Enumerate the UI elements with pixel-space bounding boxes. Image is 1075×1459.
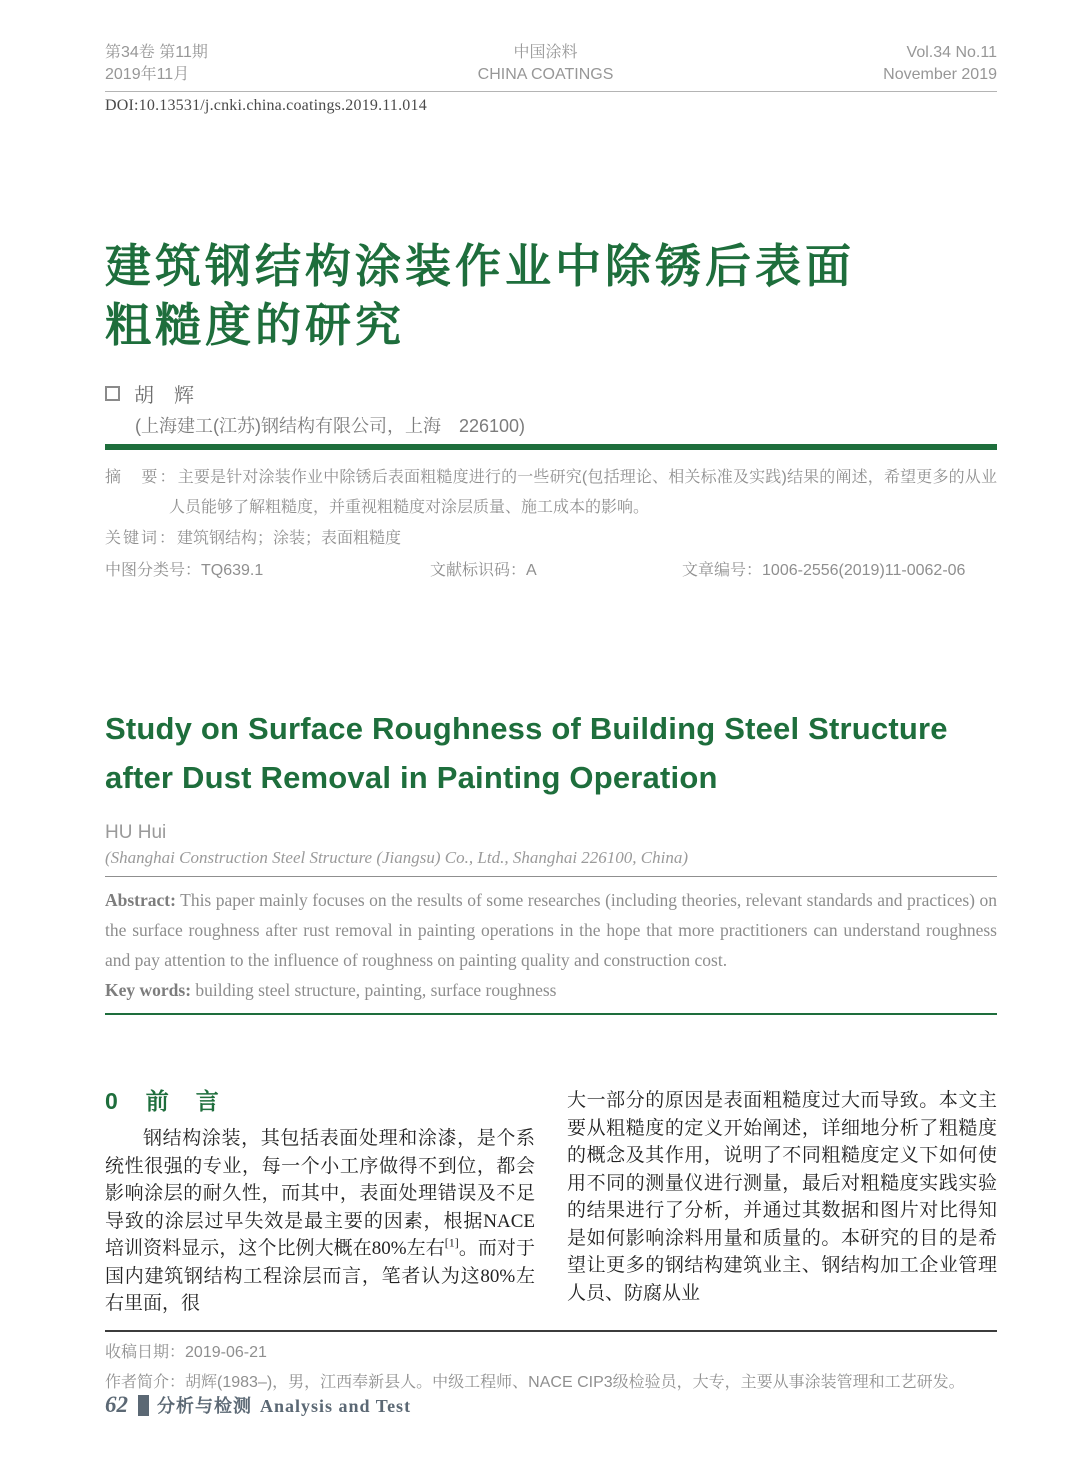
keywords-cn (105, 524, 997, 554)
author-name-en: HU Hui (105, 822, 167, 843)
date-line-cn: 2019年11月 (105, 66, 190, 83)
intro-paragraph-right: 大一部分的原因是表面粗糙度过大而导致。本文主要从粗糙度的定义开始阐述，详细地分析了粗糙度的概念及其作用，说明了不同粗糙度定义下如何使用不同的测量仪进行测量，最后对粗糙度实践实验的结果进行了分析，并通过其数据和图片对比得知是如何影响涂料用量和质量的。本研究的目的是希望让更多的钢结构建筑业主、钢结构加工企业管理人员、防腐从业 (567, 1090, 997, 1304)
keywords-en (105, 975, 997, 1005)
article-title-cn-line1: 建筑钢结构涂装作业中除锈后表面 (105, 240, 855, 292)
intro-left-column (105, 1087, 535, 1318)
section-title: 前 言 (145, 1088, 221, 1114)
document-code (430, 556, 682, 586)
article-title-en-line1: Study on Surface Roughness of Building Steel Structure (105, 711, 948, 746)
abstract-divider-bottom (105, 1013, 997, 1015)
abstract-block-cn (105, 463, 997, 586)
abstract-label-en: Abstract: (105, 890, 176, 910)
received-date-label: 收稿日期： (105, 1343, 186, 1361)
footnote-divider (105, 1330, 997, 1332)
document-code-label: 文献标识码： (430, 562, 527, 579)
abstract-text-en: This paper mainly focuses on the results of some researches (including theories, relevant standards and practices) on the surface roughness after rust removal in painting operations in the hope that more practitioners can understand roughness and pay attention to the influence of roughness on painting quality and construction cost. (105, 890, 997, 970)
author-square-icon (105, 386, 120, 401)
clc-value: TQ639.1 (201, 562, 264, 579)
footer-bar-icon (138, 1395, 149, 1416)
keywords-label-en: Key words: (105, 980, 192, 1000)
volume-issue-en (883, 42, 997, 86)
date-line-en: November 2019 (883, 66, 997, 83)
abstract-en (105, 885, 997, 975)
footer-section-cn: 分析与检测 (157, 1396, 252, 1416)
intro-text-1: 钢结构涂装，其包括表面处理和涂漆，是个系统性很强的专业，每一个小工序做得不到位，都会影响涂层的耐久性，而其中，表面处理错误及不足导致的涂层过早失效是最主要的因素，根据NACE培训资料显示，这个比例大概在80%左右 (105, 1128, 535, 1259)
page-footer (105, 1392, 411, 1418)
clc-number (105, 556, 430, 586)
section-heading (105, 1087, 535, 1115)
volume-line-en: Vol.34 No.11 (906, 44, 997, 61)
keywords-label-cn: 关键词： (105, 530, 178, 547)
journal-name (478, 42, 614, 86)
abstract-text-cn: 主要是针对涂装作业中除锈后表面粗糙度进行的一些研究(包括理论、相关标准及实践)结果的阐述，希望更多的从业人员能够了解粗糙度，并重视粗糙度对涂层质量、施工成本的影响。 (169, 469, 997, 516)
journal-header (105, 42, 997, 86)
footer-section-en: Analysis and Test (260, 1396, 412, 1416)
keywords-text-en: building steel structure, painting, surface roughness (191, 980, 557, 1000)
header-divider (105, 91, 997, 92)
journal-name-en: CHINA COATINGS (477, 66, 614, 83)
author-name-cn: 胡 辉 (134, 385, 194, 407)
footer-section-label (157, 1392, 411, 1418)
article-title-en (105, 704, 997, 802)
page-number: 62 (105, 1392, 128, 1417)
document-code-value: A (526, 562, 537, 579)
keywords-text-cn: 建筑钢结构；涂装；表面粗糙度 (177, 530, 402, 547)
abstract-cn (105, 463, 997, 523)
abstract-block-en (105, 885, 997, 1005)
article-id-label: 文章编号： (682, 562, 763, 579)
intro-right-column (567, 1087, 997, 1318)
intro-text-2: 。而对于国内建筑钢结构工程涂层而言，笔者认为这80%左右里面，很 (105, 1238, 535, 1314)
received-date-line (105, 1338, 997, 1368)
affiliation-en: (Shanghai Construction Steel Structure (Jiangsu) Co., Ltd., Shanghai 226100, China) (105, 848, 689, 867)
author-bio-text: 胡辉(1983–)，男，江西奉新县人。中级工程师、NACE CIP3级检验员，大专，主要从事涂装管理和工艺研发。 (185, 1373, 965, 1391)
classification-row (105, 556, 997, 586)
title-divider-bar (105, 444, 997, 450)
doi-line: DOI:10.13531/j.cnki.china.coatings.2019.11.014 (105, 97, 427, 114)
article-id (682, 556, 997, 586)
article-title-en-line2: after Dust Removal in Painting Operation (105, 760, 718, 795)
author-bio-label: 作者简介： (105, 1373, 186, 1391)
reference-superscript: [1] (444, 1235, 459, 1250)
volume-issue-cn (105, 42, 208, 86)
article-id-value: 1006-2556(2019)11-0062-06 (762, 562, 966, 579)
abstract-label-cn: 摘 要： (105, 469, 178, 486)
section-number: 0 (105, 1088, 120, 1114)
received-date-value: 2019-06-21 (185, 1343, 267, 1361)
author-row-cn (105, 379, 997, 408)
affiliation-cn: (上海建工(江苏)钢结构有限公司，上海 226100) (135, 416, 526, 436)
intro-paragraph-left (105, 1125, 535, 1318)
footnotes (105, 1338, 997, 1398)
volume-line-cn: 第34卷 第11期 (105, 44, 208, 61)
clc-label: 中图分类号： (105, 562, 202, 579)
article-title-cn (105, 237, 997, 355)
journal-name-cn: 中国涂料 (513, 44, 578, 61)
abstract-divider-top (105, 876, 997, 877)
body-columns (105, 1087, 997, 1318)
article-title-cn-line2: 粗糙度的研究 (105, 299, 405, 351)
